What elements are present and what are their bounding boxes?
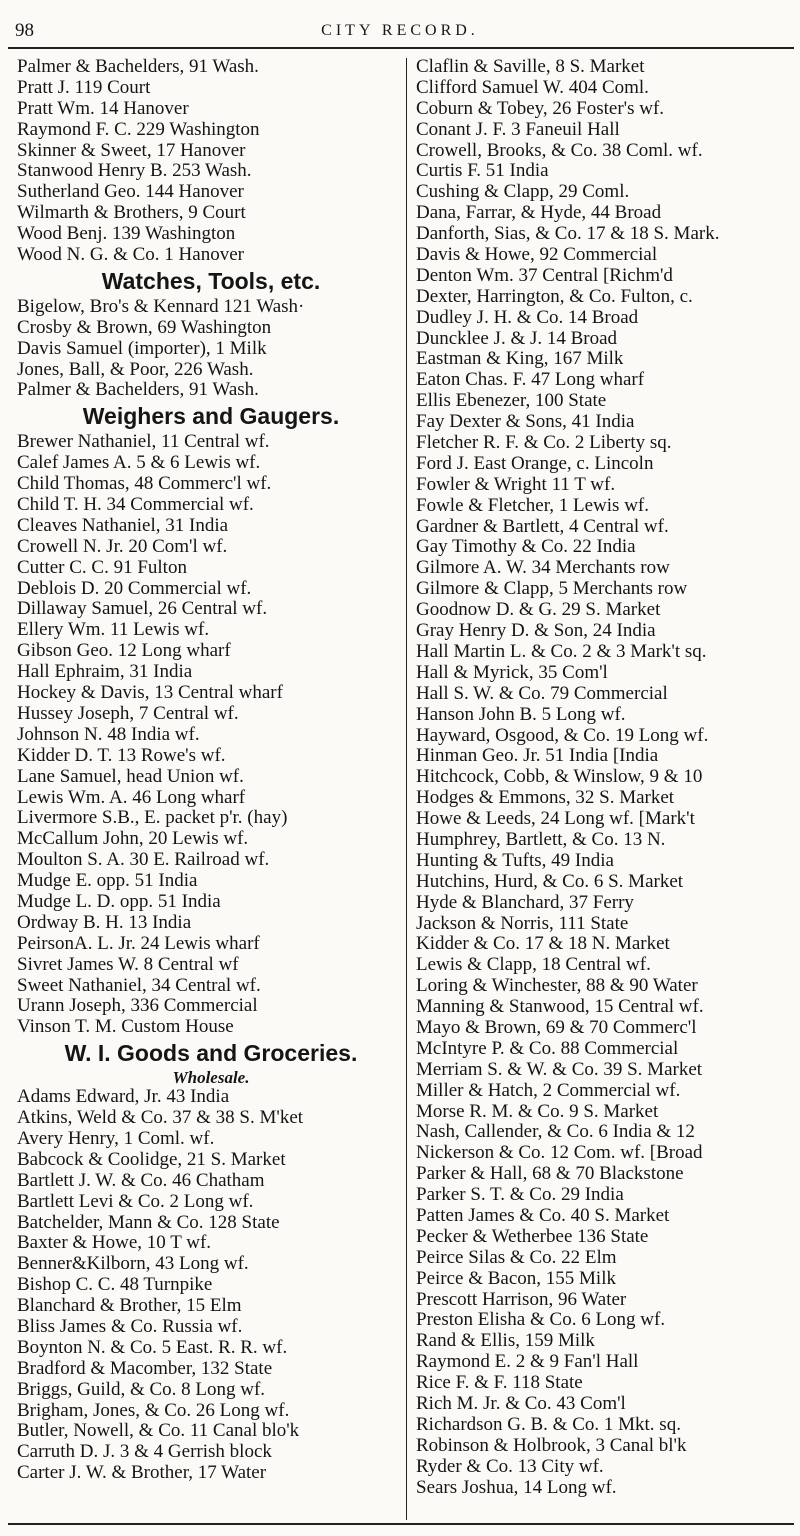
wi-entries-list (17, 1087, 405, 1484)
directory-entry: Skinner & Sweet, 17 Hanover (17, 140, 246, 161)
directory-entry: Crowell, Brooks, & Co. 38 Coml. wf. (416, 140, 703, 161)
directory-entry: Parker S. T. & Co. 29 India (416, 1185, 624, 1206)
directory-entry: Dillaway Samuel, 26 Central wf. (17, 599, 268, 620)
top-rule (8, 47, 794, 49)
directory-entry: Bigelow, Bro's & Kennard 121 Wash· (17, 296, 305, 317)
directory-entry: Wood N. G. & Co. 1 Hanover (17, 245, 244, 266)
directory-entry: Bradford & Macomber, 132 State (17, 1358, 273, 1379)
directory-entry: Humphrey, Bartlett, & Co. 13 N. (416, 829, 666, 850)
directory-entry: Crosby & Brown, 69 Washington (17, 317, 272, 338)
weighers-entries-list (17, 432, 405, 1038)
directory-entry: Calef James A. 5 & 6 Lewis wf. (17, 453, 261, 474)
directory-entry: Conant J. F. 3 Faneuil Hall (416, 119, 620, 140)
directory-entry: Preston Elisha & Co. 6 Long wf. (416, 1310, 666, 1331)
directory-entry: Fowler & Wright 11 T wf. (416, 474, 616, 495)
directory-entry: Nickerson & Co. 12 Com. wf. [Broad (416, 1143, 703, 1164)
directory-entry: Coburn & Tobey, 26 Foster's wf. (416, 98, 665, 119)
directory-entry: Bartlett J. W. & Co. 46 Chatham (17, 1170, 265, 1191)
top-entries-list (17, 57, 405, 266)
directory-entry: Pratt J. 119 Court (17, 77, 151, 98)
directory-entry: Davis Samuel (importer), 1 Milk (17, 338, 267, 359)
directory-entry: McIntyre P. & Co. 88 Commercial (416, 1038, 679, 1059)
directory-entry: Goodnow D. & G. 29 S. Market (416, 600, 661, 621)
directory-entry: Avery Henry, 1 Coml. wf. (17, 1128, 215, 1149)
directory-entry: Batchelder, Mann & Co. 128 State (17, 1212, 280, 1233)
directory-entry: Carruth D. J. 3 & 4 Gerrish block (17, 1442, 272, 1463)
directory-entry: Atkins, Weld & Co. 37 & 38 S. M'ket (17, 1108, 304, 1129)
directory-entry: Dexter, Harrington, & Co. Fulton, c. (416, 286, 693, 307)
right-column (416, 57, 800, 1498)
directory-entry: Fay Dexter & Sons, 41 India (416, 412, 635, 433)
directory-entry: Lewis Wm. A. 46 Long wharf (17, 787, 246, 808)
running-title: CITY RECORD. (321, 22, 479, 39)
directory-entry: Hall Ephraim, 31 India (17, 662, 193, 683)
directory-entry: Ordway B. H. 13 India (17, 912, 192, 933)
directory-entry: Rand & Ellis, 159 Milk (416, 1331, 595, 1352)
directory-entry: Pratt Wm. 14 Hanover (17, 98, 189, 119)
directory-entry: Hayward, Osgood, & Co. 19 Long wf. (416, 725, 709, 746)
directory-entry: Ford J. East Orange, c. Lincoln (416, 453, 654, 474)
directory-entry: Raymond E. 2 & 9 Fan'l Hall (416, 1352, 639, 1373)
right-entries-list (416, 57, 800, 1498)
directory-entry: Fletcher R. F. & Co. 2 Liberty sq. (416, 433, 672, 454)
directory-entry: Nash, Callender, & Co. 6 India & 12 (416, 1122, 695, 1143)
section-heading-watches: Watches, Tools, etc. (101, 267, 321, 294)
directory-entry: Ellis Ebenezer, 100 State (416, 391, 607, 412)
directory-entry: Parker & Hall, 68 & 70 Blackstone (416, 1164, 684, 1185)
directory-entry: Ellery Wm. 11 Lewis wf. (17, 620, 210, 641)
directory-entry: Palmer & Bachelders, 91 Wash. (17, 380, 259, 401)
directory-entry: Cushing & Clapp, 29 Coml. (416, 182, 630, 203)
directory-entry: Raymond F. C. 229 Washington (17, 119, 260, 140)
directory-entry: Blanchard & Brother, 15 Elm (17, 1296, 242, 1317)
bottom-rule (8, 1523, 794, 1525)
directory-entry: Mudge L. D. opp. 51 India (17, 891, 221, 912)
directory-entry: Baxter & Howe, 10 T wf. (17, 1233, 212, 1254)
left-column (17, 57, 405, 1484)
directory-entry: Jackson & Norris, 111 State (416, 913, 629, 934)
directory-entry: Child Thomas, 48 Commerc'l wf. (17, 474, 272, 495)
directory-entry: Adams Edward, Jr. 43 India (17, 1087, 230, 1108)
directory-entry: Gardner & Bartlett, 4 Central wf. (416, 516, 669, 537)
section-heading-wi-goods: W. I. Goods and Groceries. (64, 1040, 358, 1067)
directory-entry: Hutchins, Hurd, & Co. 6 S. Market (416, 871, 684, 892)
directory-entry: McCallum John, 20 Lewis wf. (17, 829, 249, 850)
directory-entry: Hockey & Davis, 13 Central wharf (17, 683, 283, 704)
directory-entry: Bliss James & Co. Russia wf. (17, 1316, 243, 1337)
directory-entry: Hitchcock, Cobb, & Winslow, 9 & 10 (416, 767, 703, 788)
directory-entry: Child T. H. 34 Commercial wf. (17, 495, 254, 516)
directory-entry: Sutherland Geo. 144 Hanover (17, 182, 244, 203)
directory-entry: Dudley J. H. & Co. 14 Broad (416, 307, 639, 328)
directory-entry: Howe & Leeds, 24 Long wf. [Mark't (416, 809, 695, 830)
directory-entry: Pecker & Wetherbee 136 State (416, 1226, 649, 1247)
directory-entry: Davis & Howe, 92 Commercial (416, 245, 658, 266)
directory-entry: Gay Timothy & Co. 22 India (416, 537, 636, 558)
directory-entry: Wilmarth & Brothers, 9 Court (17, 203, 246, 224)
directory-entry: Wood Benj. 139 Washington (17, 224, 236, 245)
directory-entry: Gibson Geo. 12 Long wharf (17, 641, 231, 662)
directory-entry: Mayo & Brown, 69 & 70 Commerc'l (416, 1017, 697, 1038)
directory-entry: Lane Samuel, head Union wf. (17, 766, 244, 787)
directory-entry: Morse R. M. & Co. 9 S. Market (416, 1101, 659, 1122)
directory-entry: Cleaves Nathaniel, 31 India (17, 515, 229, 536)
directory-entry: Ryder & Co. 13 City wf. (416, 1456, 604, 1477)
directory-entry: Jones, Ball, & Poor, 226 Wash. (17, 359, 254, 380)
directory-entry: Loring & Winchester, 88 & 90 Water (416, 976, 698, 997)
directory-entry: Robinson & Holbrook, 3 Canal bl'k (416, 1435, 687, 1456)
directory-entry: PeirsonA. L. Jr. 24 Lewis wharf (17, 933, 260, 954)
directory-entry: Peirce Silas & Co. 22 Elm (416, 1247, 617, 1268)
directory-entry: Babcock & Coolidge, 21 S. Market (17, 1149, 286, 1170)
directory-entry: Duncklee J. & J. 14 Broad (416, 328, 618, 349)
directory-entry: Eastman & King, 167 Milk (416, 349, 624, 370)
directory-entry: Kidder D. T. 13 Rowe's wf. (17, 745, 226, 766)
directory-entry: Miller & Hatch, 2 Commercial wf. (416, 1080, 681, 1101)
directory-entry: Hyde & Blanchard, 37 Ferry (416, 892, 634, 913)
directory-entry: Hall Martin L. & Co. 2 & 3 Mark't sq. (416, 641, 707, 662)
directory-entry: Cutter C. C. 91 Fulton (17, 557, 187, 578)
directory-entry: Palmer & Bachelders, 91 Wash. (17, 57, 259, 77)
section-heading-weighers: Weighers and Gaugers. (82, 403, 340, 430)
directory-entry: Clifford Samuel W. 404 Coml. (416, 77, 649, 98)
directory-entry: Deblois D. 20 Commercial wf. (17, 578, 252, 599)
section-subheading-wholesale: Wholesale. (172, 1068, 250, 1088)
directory-entry: Sivret James W. 8 Central wf (17, 954, 239, 975)
directory-entry: Hall & Myrick, 35 Com'l (416, 662, 608, 683)
directory-entry: Curtis F. 51 India (416, 161, 549, 182)
column-divider (406, 58, 407, 1520)
directory-entry: Peirce & Bacon, 155 Milk (416, 1268, 616, 1289)
directory-entry: Hall S. W. & Co. 79 Commercial (416, 683, 668, 704)
directory-entry: Stanwood Henry B. 253 Wash. (17, 161, 252, 182)
directory-entry: Eaton Chas. F. 47 Long wharf (416, 370, 645, 391)
directory-entry: Hanson John B. 5 Long wf. (416, 704, 626, 725)
directory-entry: Boynton N. & Co. 5 East. R. R. wf. (17, 1337, 288, 1358)
directory-entry: Livermore S.B., E. packet p'r. (hay) (17, 808, 288, 829)
directory-entry: Moulton S. A. 30 E. Railroad wf. (17, 850, 270, 871)
directory-entry: Benner&Kilborn, 43 Long wf. (17, 1254, 249, 1275)
directory-entry: Sears Joshua, 14 Long wf. (416, 1477, 617, 1498)
directory-entry: Rice F. & F. 118 State (416, 1373, 583, 1394)
directory-entry: Carter J. W. & Brother, 17 Water (17, 1463, 267, 1484)
directory-entry: Fowle & Fletcher, 1 Lewis wf. (416, 495, 650, 516)
page-number: 98 (15, 20, 34, 41)
directory-entry: Danforth, Sias, & Co. 17 & 18 S. Mark. (416, 224, 720, 245)
page-header (0, 0, 800, 48)
directory-entry: Gilmore & Clapp, 5 Merchants row (416, 579, 688, 600)
directory-entry: Johnson N. 48 India wf. (17, 724, 200, 745)
directory-entry: Rich M. Jr. & Co. 43 Com'l (416, 1394, 626, 1414)
directory-entry: Richardson G. B. & Co. 1 Mkt. sq. (416, 1414, 681, 1435)
directory-entry: Prescott Harrison, 96 Water (416, 1289, 627, 1310)
directory-entry: Claflin & Saville, 8 S. Market (416, 57, 645, 77)
directory-entry: Lewis & Clapp, 18 Central wf. (416, 955, 651, 976)
directory-entry: Briggs, Guild, & Co. 8 Long wf. (17, 1379, 266, 1400)
directory-entry: Kidder & Co. 17 & 18 N. Market (416, 934, 670, 955)
directory-entry: Butler, Nowell, & Co. 11 Canal blo'k (17, 1421, 300, 1442)
directory-entry: Brigham, Jones, & Co. 26 Long wf. (17, 1400, 290, 1421)
directory-entry: Hodges & Emmons, 32 S. Market (416, 788, 675, 809)
directory-entry: Denton Wm. 37 Central [Richm'd (416, 265, 673, 286)
directory-entry: Bishop C. C. 48 Turnpike (17, 1275, 213, 1296)
directory-entry: Urann Joseph, 336 Commercial (17, 996, 258, 1017)
directory-entry: Hinman Geo. Jr. 51 India [India (416, 746, 659, 767)
directory-entry: Crowell N. Jr. 20 Com'l wf. (17, 536, 228, 557)
directory-entry: Bartlett Levi & Co. 2 Long wf. (17, 1191, 254, 1212)
directory-entry: Hunting & Tufts, 49 India (416, 850, 614, 871)
directory-entry: Merriam S. & W. & Co. 39 S. Market (416, 1059, 703, 1080)
directory-entry: Mudge E. opp. 51 India (17, 871, 198, 892)
watches-entries-list (17, 297, 405, 401)
directory-entry: Gray Henry D. & Son, 24 India (416, 621, 656, 642)
directory-entry: Patten James & Co. 40 S. Market (416, 1205, 670, 1226)
directory-entry: Sweet Nathaniel, 34 Central wf. (17, 975, 261, 996)
directory-entry: Hussey Joseph, 7 Central wf. (17, 703, 239, 724)
directory-entry: Dana, Farrar, & Hyde, 44 Broad (416, 203, 662, 224)
directory-entry: Vinson T. M. Custom House (17, 1017, 234, 1038)
directory-entry: Brewer Nathaniel, 11 Central wf. (17, 432, 270, 453)
directory-entry: Gilmore A. W. 34 Merchants row (416, 558, 670, 579)
directory-entry: Manning & Stanwood, 15 Central wf. (416, 997, 704, 1018)
